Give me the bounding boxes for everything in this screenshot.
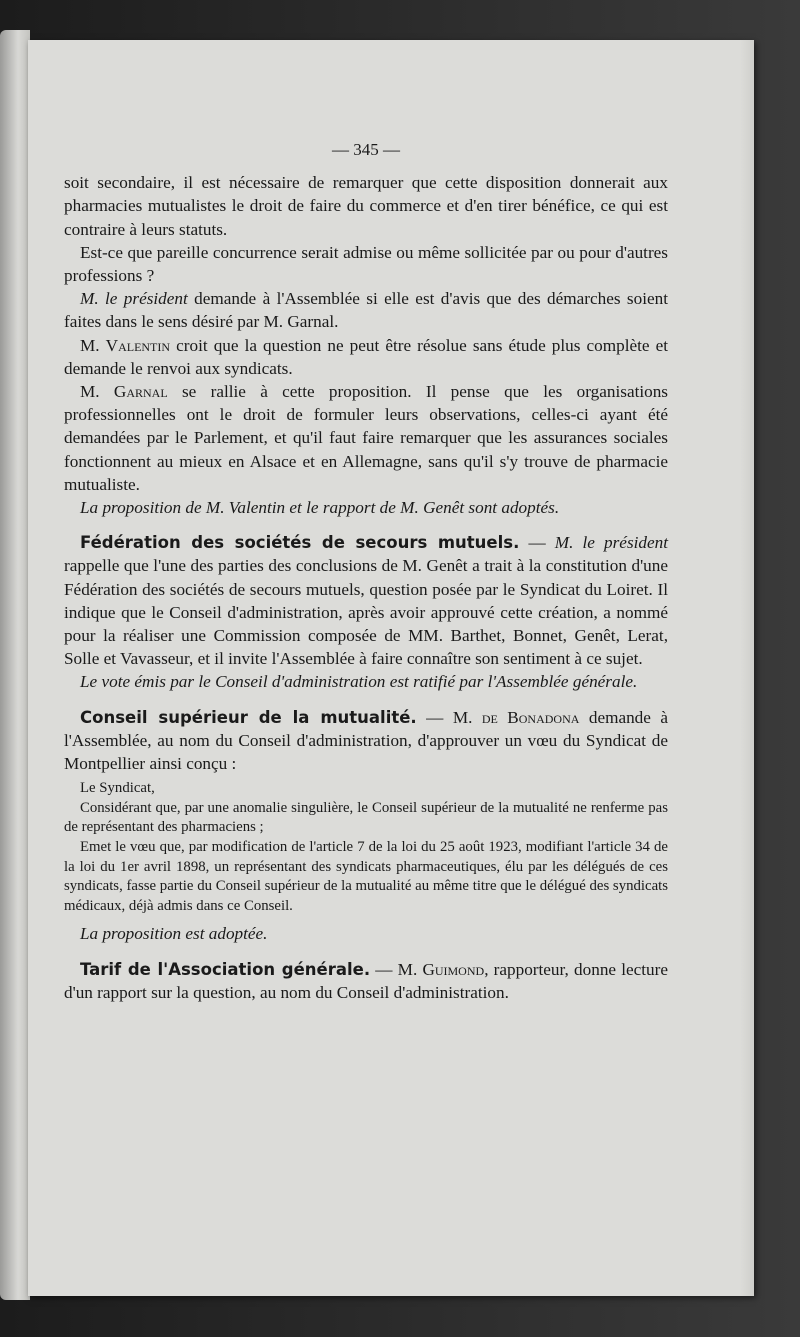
speaker-valentin: Valentin: [105, 335, 171, 355]
president-paragraph: [64, 287, 668, 333]
federation-text: rappelle que l'une des parties des conclusions de M. Genêt a trait à la constitution d'une Fédération des sociétés de secours mutuels, question posée par le Syndicat du Loiret. Il indique que le Conseil d'administration, après avoir approuvé cette création, a nommé pour la réaliser une Commission composée de MM. Barthet, Bonnet, Genêt, Lerat, Solle et Vavasseur, et il invite l'Assemblée à faire connaître son sentiment à ce sujet.: [64, 556, 668, 669]
garnal-paragraph: [64, 380, 668, 496]
intro-paragraph-1: soit secondaire, il est nécessaire de remarquer que cette disposition donnerait aux pharmacies mutualistes le droit de faire du commerce et d'en tirer bénéfice, ce qui est contraire à leurs statuts.: [64, 173, 668, 239]
conseil-heading: Conseil supérieur de la mutualité.: [80, 707, 417, 727]
conseil-speaker: de Bonadona: [481, 707, 580, 727]
tarif-speaker: Guimond: [422, 959, 485, 979]
conseil-prefix: M.: [452, 707, 482, 727]
federation-speaker: M. le président: [554, 533, 668, 553]
tarif-text: , rapporteur, donne lecture d'un rapport sur la question, au nom du Conseil d'administration.: [64, 959, 668, 1002]
tarif-paragraph: [64, 958, 668, 1004]
valentin-paragraph: [64, 334, 668, 380]
federation-heading: Fédération des sociétés de secours mutuels.: [80, 533, 520, 553]
president-text: demande à l'Assemblée si elle est d'avis que des démarches soient faites dans le sens désiré par M. Garnal.: [64, 289, 668, 332]
federation-resolution: Le vote émis par le Conseil d'administration est ratifié par l'Assemblée générale.: [80, 672, 638, 692]
book-page: [28, 40, 754, 1296]
federation-dash: —: [519, 533, 555, 553]
valentin-prefix: M.: [80, 335, 106, 355]
page-content: [64, 138, 668, 1004]
tarif-dash: —: [370, 959, 398, 979]
speaker-garnal: Garnal: [113, 382, 168, 402]
conseil-resolution: La proposition est adoptée.: [80, 924, 268, 944]
conseil-dash: —: [416, 707, 453, 727]
conseil-paragraph: [64, 706, 668, 776]
conseil-text: demande à l'Assemblée, au nom du Conseil d'administration, d'approuver un vœu du Syndicat de Montpellier ainsi conçu :: [64, 707, 668, 774]
tarif-prefix: M.: [397, 959, 423, 979]
resolution-1: La proposition de M. Valentin et le rapport de M. Genêt sont adoptés.: [80, 498, 560, 518]
decree-line-2: Considérant que, par une anomalie singulière, le Conseil supérieur de la mutualité ne renferme pas de représentant des pharmaciens ;: [64, 799, 668, 836]
syndicate-resolution-quote: [64, 779, 668, 916]
garnal-prefix: M.: [80, 382, 114, 402]
federation-paragraph: [64, 531, 668, 670]
valentin-text: croit que la question ne peut être résolue sans étude plus complète et demande le renvoi aux syndicats.: [64, 335, 668, 378]
decree-line-1: Le Syndicat,: [80, 780, 155, 797]
garnal-text: se rallie à cette proposition. Il pense que les organisations professionnelles ont le droit de formuler leurs observations, celles-ci ayant été demandées par le Parlement, et qu'il faut faire remarquer que les assurances sociales fonctionnent au mieux en Alsace et en Allemagne, sans qu'il s'y trouve de pharmacie mutualiste.: [64, 382, 668, 494]
tarif-heading: Tarif de l'Association générale.: [80, 959, 371, 979]
page-edge-shadow: [740, 40, 754, 1296]
decree-line-3: Emet le vœu que, par modification de l'article 7 de la loi du 25 août 1923, modifiant l'article 34 de la loi du 1er avril 1898, un représentant des syndicats pharmaceutiques, élu par les délégués de ces syndicats, fasse partie du Conseil supérieur de la mutualité au même titre que le délégué des syndicats médicaux, déjà admis dans ce Conseil.: [64, 839, 668, 914]
intro-paragraph-2: Est-ce que pareille concurrence serait admise ou même sollicitée par ou pour d'autres professions ?: [64, 242, 668, 286]
speaker-president: M. le président: [80, 289, 188, 309]
previous-page-edge: [0, 30, 30, 1300]
page-number: — 345 —: [332, 140, 400, 159]
